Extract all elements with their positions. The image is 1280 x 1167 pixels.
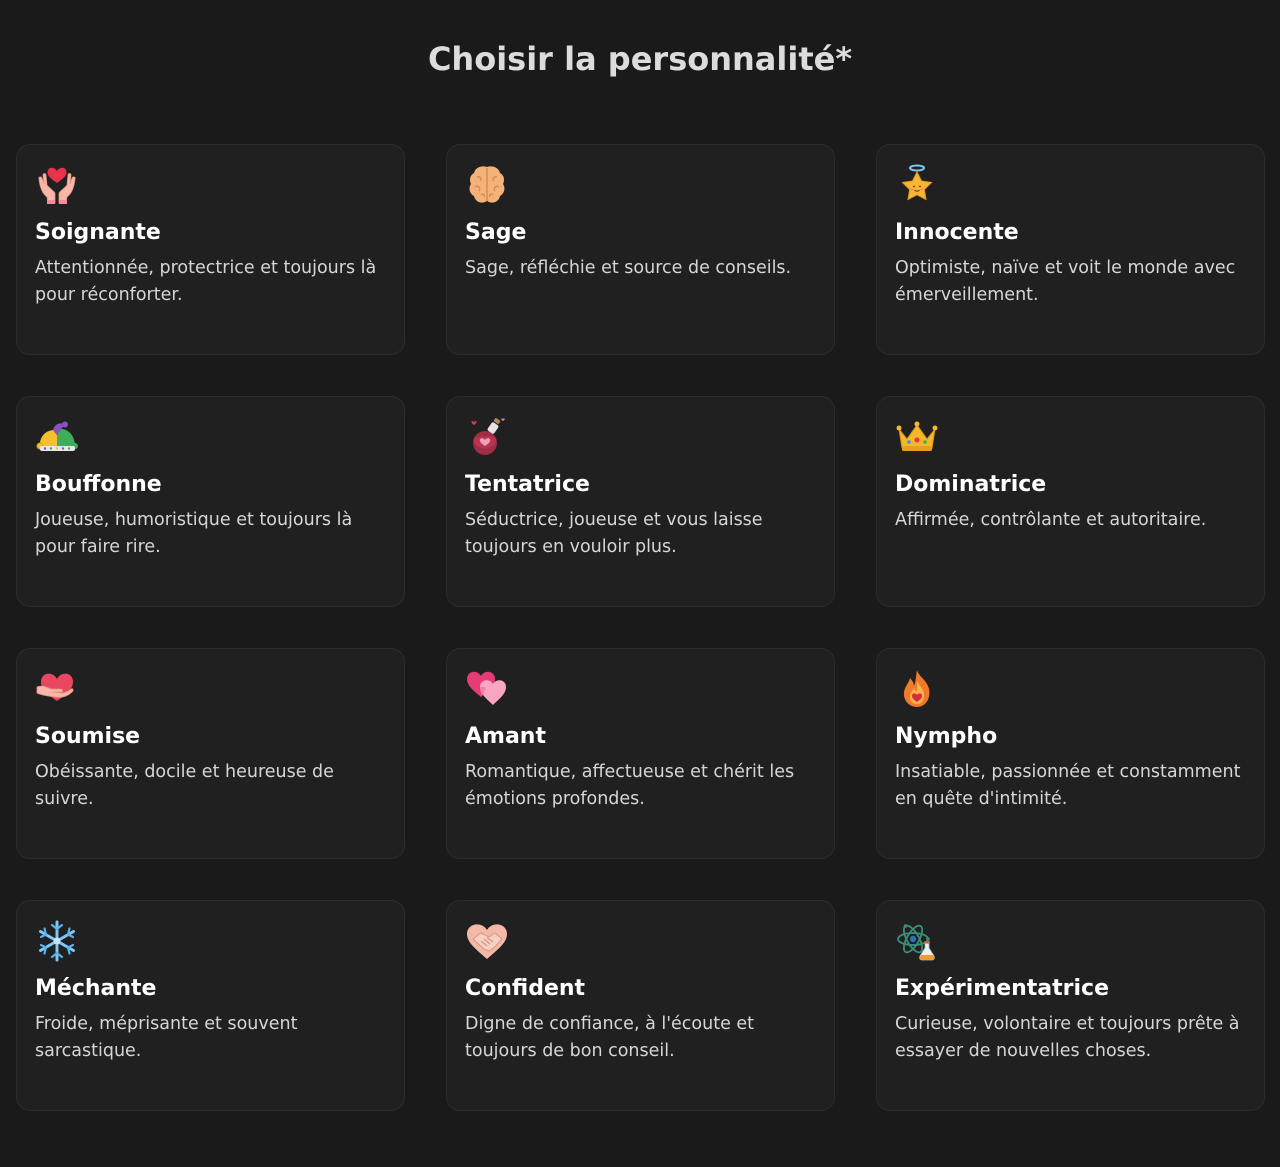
personality-card-soignante[interactable] xyxy=(16,144,405,355)
love-potion-icon xyxy=(465,415,509,459)
jester-hat-icon xyxy=(35,415,79,459)
snowflake-icon xyxy=(35,919,79,963)
personality-card-experimentatrice[interactable] xyxy=(876,900,1265,1111)
heart-hands-icon xyxy=(35,163,79,207)
card-title: Soignante xyxy=(35,220,161,245)
personality-card-amant[interactable] xyxy=(446,648,835,859)
brain-icon xyxy=(465,163,509,207)
page-title: Choisir la personnalité* xyxy=(427,40,853,78)
personality-card-soumise[interactable] xyxy=(16,648,405,859)
card-title: Confident xyxy=(465,976,586,1001)
card-description: Romantique, affectueuse et chérit les émotions profondes. xyxy=(465,762,795,809)
card-title: Méchante xyxy=(35,976,157,1001)
card-description: Attentionnée, protectrice et toujours là pour réconforter. xyxy=(35,258,377,305)
handshake-heart-icon xyxy=(465,919,509,963)
two-hearts-icon xyxy=(465,667,509,711)
card-title: Expérimentatrice xyxy=(895,976,1110,1001)
card-description: Affirmée, contrôlante et autoritaire. xyxy=(895,510,1207,530)
card-title: Dominatrice xyxy=(895,472,1047,497)
card-description: Insatiable, passionnée et constamment en quête d'intimité. xyxy=(895,762,1241,809)
card-description: Obéissante, docile et heureuse de suivre. xyxy=(35,762,334,809)
card-title: Bouffonne xyxy=(35,472,162,497)
card-description: Curieuse, volontaire et toujours prête à essayer de nouvelles choses. xyxy=(895,1014,1240,1061)
card-description: Digne de confiance, à l'écoute et toujours de bon conseil. xyxy=(465,1014,755,1061)
personality-card-sage[interactable] xyxy=(446,144,835,355)
card-description: Joueuse, humoristique et toujours là pour faire rire. xyxy=(35,510,353,557)
heart-hug-icon xyxy=(35,667,79,711)
angel-star-icon xyxy=(895,163,939,207)
personality-card-confident[interactable] xyxy=(446,900,835,1111)
card-title: Innocente xyxy=(895,220,1019,245)
card-description: Sage, réfléchie et source de conseils. xyxy=(465,258,792,278)
personality-grid xyxy=(16,144,1265,1111)
card-title: Soumise xyxy=(35,724,141,749)
card-description: Froide, méprisante et souvent sarcastique. xyxy=(35,1014,298,1061)
atom-flask-icon xyxy=(895,919,939,963)
personality-card-bouffonne[interactable] xyxy=(16,396,405,607)
personality-card-mechante[interactable] xyxy=(16,900,405,1111)
personality-card-nympho[interactable] xyxy=(876,648,1265,859)
card-description: Optimiste, naïve et voit le monde avec émerveillement. xyxy=(895,258,1236,305)
crown-icon xyxy=(895,415,939,459)
card-title: Tentatrice xyxy=(465,472,590,497)
personality-card-dominatrice[interactable] xyxy=(876,396,1265,607)
card-title: Amant xyxy=(465,724,546,749)
card-title: Sage xyxy=(465,220,527,245)
card-description: Séductrice, joueuse et vous laisse toujours en vouloir plus. xyxy=(465,510,763,557)
personality-card-innocente[interactable] xyxy=(876,144,1265,355)
personality-card-tentatrice[interactable] xyxy=(446,396,835,607)
card-title: Nympho xyxy=(895,724,998,749)
fire-heart-icon xyxy=(895,667,939,711)
